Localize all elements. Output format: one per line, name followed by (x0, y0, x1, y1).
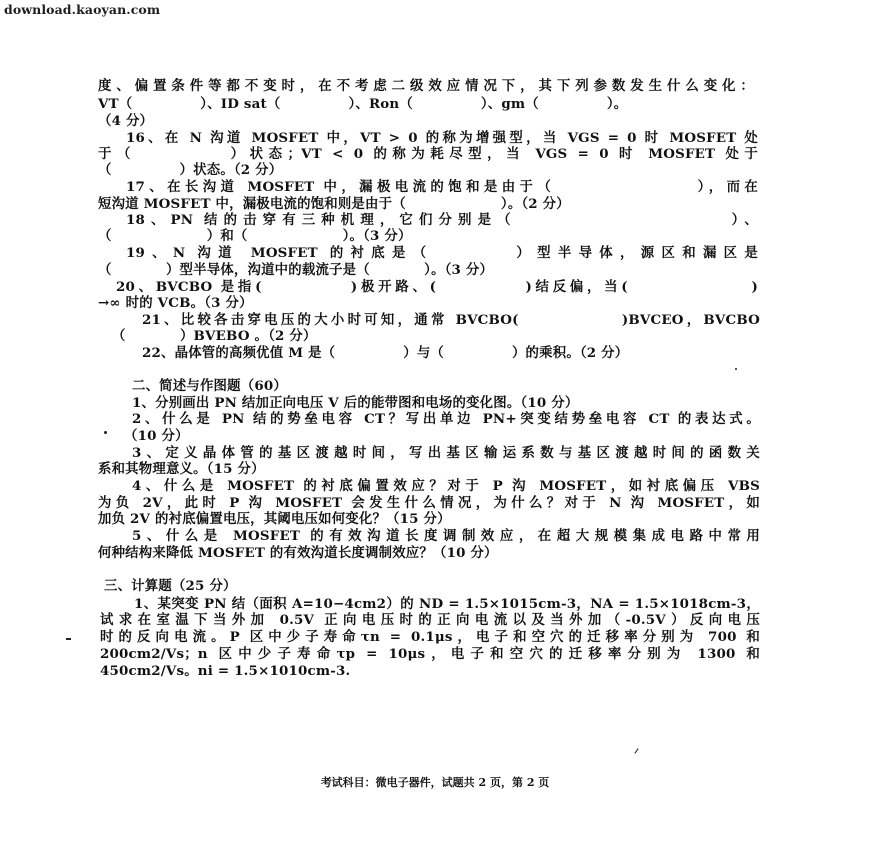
text-line: （4 分） (98, 113, 154, 129)
text-line: 2、什么是 PN 结的势垒电容 CT？写出单边 PN+突变结势垒电容 CT 的表达式。 (132, 411, 760, 427)
text-line: 1、分别画出 PN 结加正向电压 V 后的能带图和电场的变化图。（10 分） (132, 395, 579, 411)
text-line: 为负 2V，此时 P 沟 MOSFET 会发生什么情况，为什么？对于 N 沟 MOSFET，如 (98, 495, 760, 511)
scan-speck (735, 368, 737, 370)
section-heading: 二、简述与作图题（60） (132, 378, 287, 394)
scan-speck (634, 748, 638, 753)
text-line: 1、某突变 PN 结（面积 A=10−4cm2）的 ND = 1.5×1015cm-3，NA = 1.5×1018cm-3， (134, 596, 760, 612)
text-line: 试求在室温下当外加 0.5V 正向电压时的正向电流以及当外加（-0.5V）反向电压 (100, 612, 760, 628)
text-line: 19、N 沟道 MOSFET 的衬底是（ ）型半导体，源区和漏区是 (126, 245, 758, 261)
text-line: 时的反向电流。P 区中少子寿命τn = 0.1μs，电子和空穴的迁移率分别为 700 和 (100, 629, 760, 645)
scan-speck (104, 431, 107, 434)
text-line: 加负 2V 的衬底偏置电压，其阈电压如何变化？（15 分） (98, 511, 451, 527)
text-line: 系和其物理意义。（15 分） (98, 461, 265, 477)
text-line: 5、什么是 MOSFET 的有效沟道长度调制效应，在超大规模集成电路中常用 (132, 528, 760, 544)
text-line: 22、晶体管的高频优值 M 是（ ）与（ ）的乘积。（2 分） (142, 345, 629, 361)
text-line: →∞ 时的 VCB。（3 分） (98, 295, 253, 311)
text-line: 200cm2/Vs；n 区中少子寿命τp = 10μs，电子和空穴的迁移率分别为 1300 和 (100, 646, 760, 662)
text-line: 450cm2/Vs。ni = 1.5×1010cm-3. (100, 663, 351, 679)
text-line: 16、在 N 沟道 MOSFET 中，VT > 0 的称为增强型，当 VGS = 0 时 MOSFET 处 (126, 130, 758, 146)
text-line: 18、PN 结的击穿有三种机理，它们分别是（ ）、 (126, 212, 758, 228)
text-line: 于（ ）状态；VT < 0 的称为耗尽型，当 VGS = 0 时 MOSFET 处于 (98, 146, 758, 162)
section-heading: 三、计算题（25 分） (104, 578, 237, 594)
text-line: （10 分） (124, 428, 189, 444)
watermark: download.kaoyan.com (4, 2, 161, 17)
text-line: 度、偏置条件等都不变时，在不考虑二级效应情况下，其下列参数发生什么变化： (98, 78, 754, 94)
page-footer: 考试科目：微电子器件，试题共 2 页，第 2 页 (320, 776, 550, 789)
text-line: 3、定义晶体管的基区渡越时间，写出基区输运系数与基区渡越时间的函数关 (132, 445, 760, 461)
text-line: 短沟道 MOSFET 中，漏极电流的饱和则是由于（ ）。（2 分） (98, 196, 570, 212)
text-line: （ ）型半导体，沟道中的载流子是（ ）。（3 分） (98, 262, 494, 278)
text-line: （ ）状态。（2 分） (98, 162, 283, 178)
text-line: 何种结构来降低 MOSFET 的有效沟道长度调制效应？（10 分） (98, 545, 498, 561)
text-line: 17、在长沟道 MOSFET 中，漏极电流的饱和是由于（ ），而在 (126, 179, 758, 195)
text-line: VT（ ）、ID sat（ ）、Ron（ ）、gm（ ）。 (98, 96, 628, 112)
text-line: （ ）和（ ）。（3 分） (98, 228, 412, 244)
text-line: （ ）BVEBO 。（2 分） (112, 328, 317, 344)
text-line: 21、比较各击穿电压的大小时可知，通常 BVCBO( )BVCEO，BVCBO (142, 312, 760, 328)
text-line: 4、什么是 MOSFET 的衬底偏置效应？对于 P 沟 MOSFET，如衬底偏压 VBS (132, 478, 760, 494)
scan-speck (66, 638, 71, 640)
text-line: 20、BVCBO 是指( )极开路、( )结反偏，当( ) (116, 279, 758, 295)
